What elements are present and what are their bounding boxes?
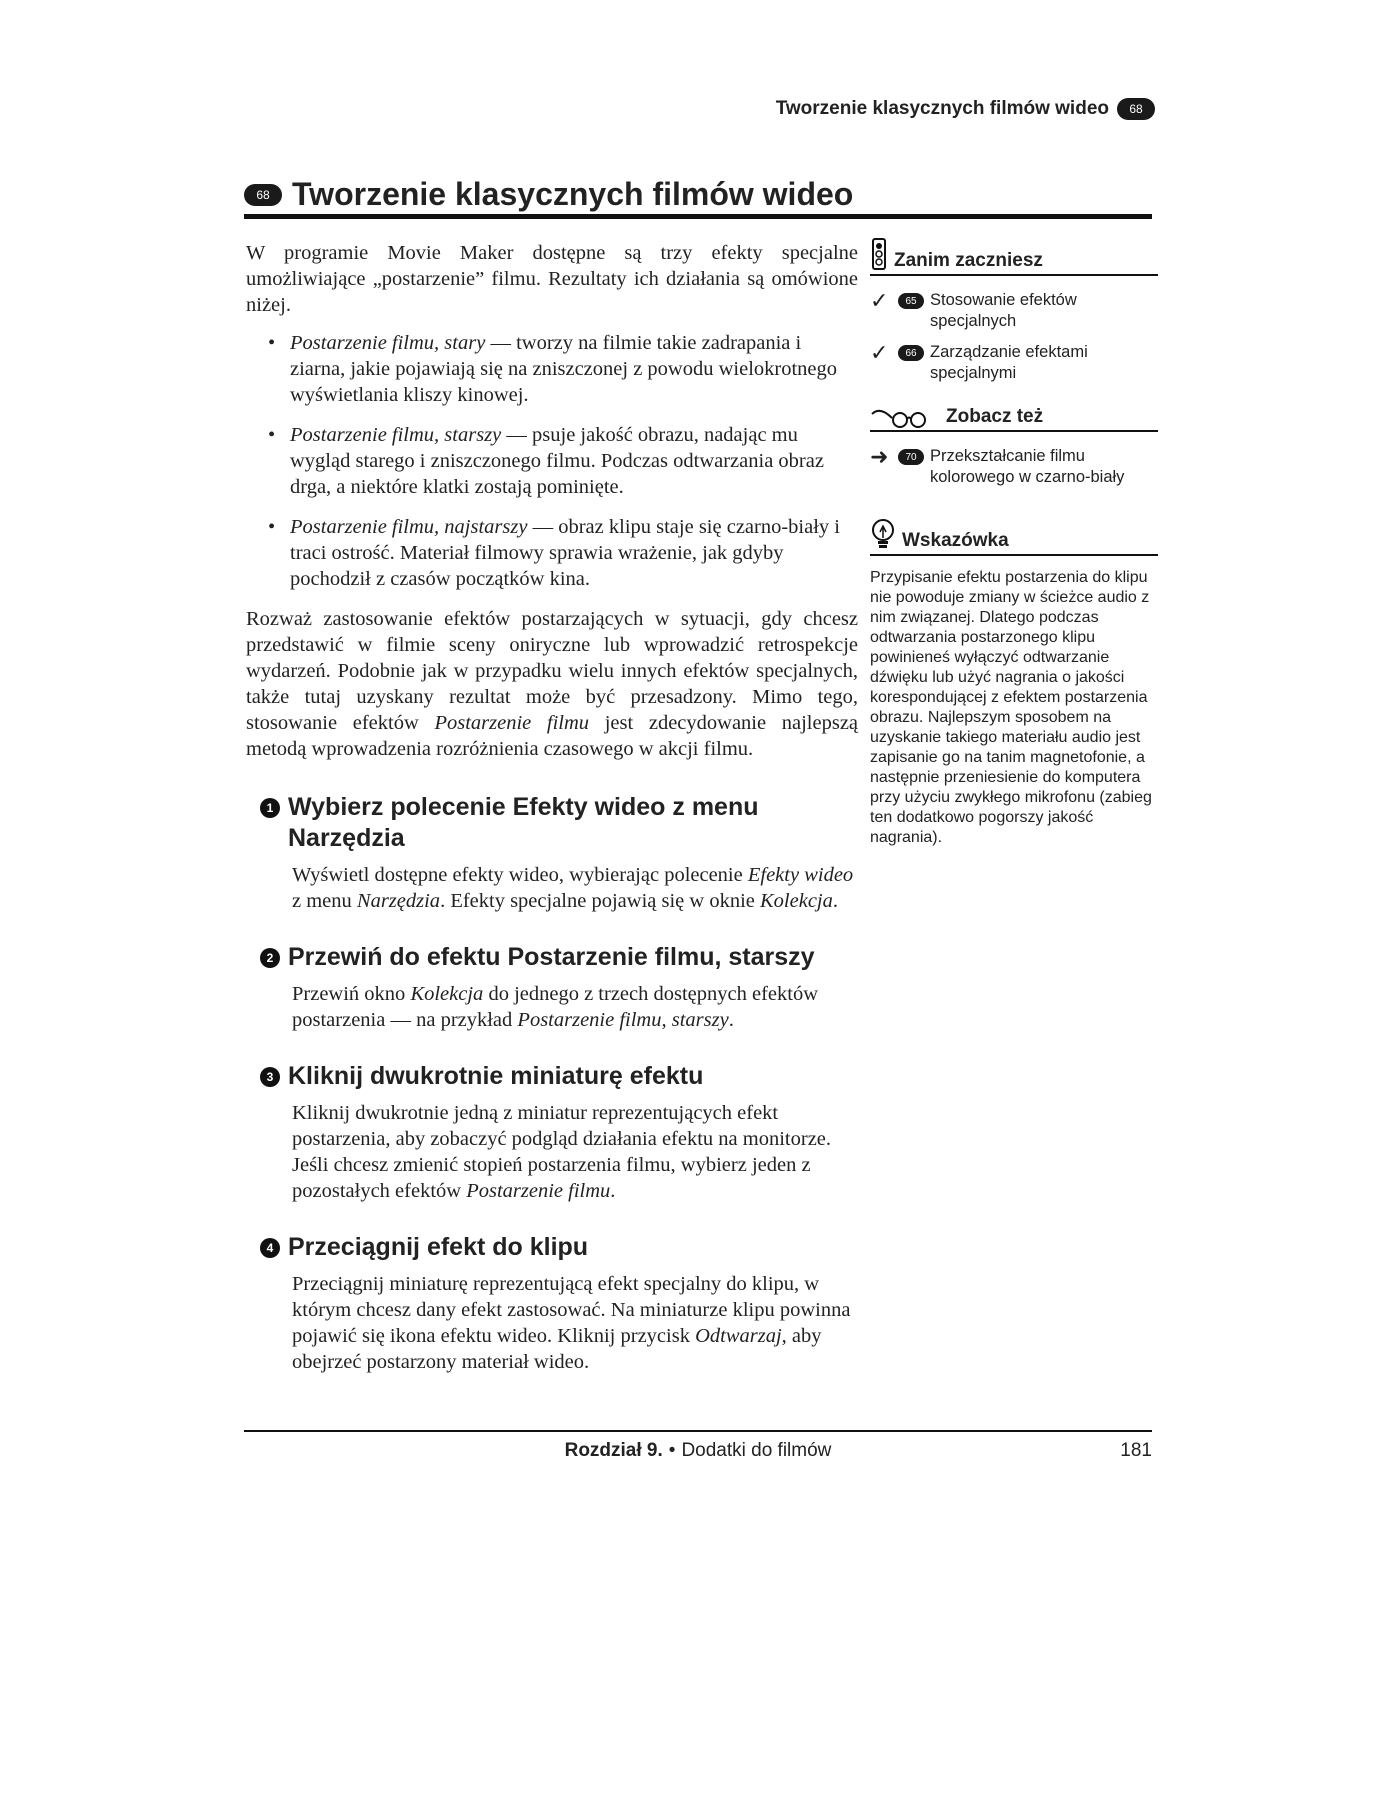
footer-rule: [244, 1430, 1152, 1432]
check-icon: ✓: [870, 288, 889, 313]
footer: [244, 1440, 1152, 1462]
list-item[interactable]: [870, 446, 1158, 488]
step-text: .: [832, 890, 838, 912]
step-body: [292, 981, 858, 1033]
step-text: Wyświetl dostępne efekty wideo, wybierając polecenie: [292, 864, 748, 886]
usage-text-before: Rozważ zastosowanie efektów postarzających w sytuacji, gdy chcesz przedstawić w filmie sceny oniryczne lub wprowadzić retrospekcje wydarzeń. Podobnie jak w przypadku wielu innych efektów specjalnych, także tutaj uzyskany rezultat może być przesadzony. Mimo tego, stosowanie efektów: [246, 608, 858, 734]
step-term: Odtwarzaj: [695, 1325, 782, 1347]
step-number-icon: 4: [260, 1238, 280, 1258]
lightbulb-icon: [870, 518, 896, 552]
step-term: Kolekcja: [760, 890, 833, 912]
running-head: [776, 98, 1155, 120]
sidebar: [870, 238, 1158, 848]
step-text: .: [728, 1009, 734, 1031]
step-term: Narzędzia: [356, 890, 441, 912]
step-1: [246, 792, 858, 914]
bullet-term: Postarzenie filmu, starszy: [290, 424, 502, 446]
step-text: Przewiń okno: [292, 983, 411, 1005]
check-icon: ✓: [870, 340, 889, 365]
bullet-icon: •: [268, 424, 276, 446]
step-term: Postarzenie filmu, starszy: [517, 1009, 729, 1031]
task-link: Zarządzanie efektami specjalnymi: [930, 343, 1088, 382]
bullet-text: — tworzy na filmie takie zadrapania i ziarna, jakie pojawiają się na zniszczonej z powodu wielokrotnego wyświetlania kliszy kinowej.: [290, 332, 838, 406]
step-body: [292, 1100, 858, 1204]
section-heading: [244, 176, 1152, 213]
step-term: Kolekcja: [410, 983, 484, 1005]
step-text: Przeciągnij miniaturę reprezentującą efekt specjalny do klipu, w którym chcesz dany efekt zastosować. Na miniaturze klipu powinna pojawić się ikona efektu wideo. Kliknij przycisk: [292, 1273, 851, 1347]
box-title: Wskazówka: [902, 530, 1009, 551]
bullet-icon: •: [268, 516, 276, 538]
list-item[interactable]: [870, 342, 1158, 384]
bullet-term: Postarzenie filmu, najstarszy: [290, 516, 528, 538]
step-number-icon: 1: [260, 798, 280, 818]
see-also-box: [870, 406, 1158, 488]
task-link: Stosowanie efektów specjalnych: [930, 291, 1077, 330]
step-body: [292, 1271, 858, 1375]
tip-text: Przypisanie efektu postarzenia do klipu nie powoduje zmiany w ścieżce audio z nim związanej. Dlatego podczas odtwarzania postarzonego klipu powinieneś wyłączyć odtwarzanie dźwięku lub użyć nagrania o jakości korespondującej z efektem postarzenia obrazu. Najlepszym sposobem na uzyskanie takiego materiału audio jest zapisanie go na tanim magnetofonie, a następnie przeniesienie do komputera przy użyciu zwykłego mikrofonu (zabieg ten dodatkowo pogorszy jakość nagrania).: [870, 569, 1152, 846]
list-item: [266, 514, 858, 592]
step-number-icon: 3: [260, 1067, 280, 1087]
running-head-title: Tworzenie klasycznych filmów wideo: [775, 98, 1109, 119]
bullet-text: — obraz klipu staje się czarno-biały i traci ostrość. Materiał filmowy sprawia wrażenie, jak gdyby pochodził z czasów początków kina.: [290, 516, 840, 590]
running-head-badge: 68: [1117, 98, 1155, 120]
arrow-right-icon: ➜: [870, 444, 889, 469]
step-term: Postarzenie filmu: [466, 1180, 611, 1202]
step-body: [292, 862, 858, 914]
usage-term: Postarzenie filmu: [434, 712, 590, 734]
step-3: [246, 1061, 858, 1204]
bullet-text: — psuje jakość obrazu, nadając mu wygląd starego i zniszczonego filmu. Podczas odtwarzania obraz drga, a niektóre klatki zostają pominięte.: [290, 424, 824, 498]
step-4: [246, 1232, 858, 1375]
page-number: 181: [1120, 1440, 1152, 1461]
step-title: Kliknij dwukrotnie miniaturę efektu: [288, 1062, 704, 1090]
usage-text-after: jest zdecydowanie najlepszą metodą wprowadzenia rozróżnienia czasowego w akcji filmu.: [246, 712, 859, 760]
step-text: z menu: [292, 890, 357, 912]
traffic-light-icon: [870, 238, 888, 272]
page-title: Tworzenie klasycznych filmów wideo: [292, 176, 854, 212]
chapter-label: Rozdział 9.: [564, 1440, 663, 1461]
task-badge: 70: [898, 449, 924, 465]
step-2: [246, 942, 858, 1033]
chapter-title: Dodatki do filmów: [681, 1440, 832, 1461]
step-title: Przewiń do efektu Postarzenie filmu, starszy: [288, 943, 815, 971]
list-item: [266, 330, 858, 408]
tip-box: [870, 518, 1158, 848]
step-title: Przeciągnij efekt do klipu: [288, 1233, 589, 1261]
glasses-icon: [870, 406, 940, 428]
step-text: , aby obejrzeć postarzony materiał wideo.: [292, 1325, 822, 1373]
task-badge: 66: [898, 345, 924, 361]
step-term: Efekty wideo: [747, 864, 854, 886]
section-badge: 68: [244, 184, 282, 206]
title-rule: [244, 214, 1152, 219]
bullet-icon: •: [268, 332, 276, 354]
bullet-term: Postarzenie filmu, stary: [290, 332, 486, 354]
step-text: . Efekty specjalne pojawią się w oknie: [440, 890, 760, 912]
effect-list: [266, 330, 858, 592]
intro-paragraph: W programie Movie Maker dostępne są trzy efekty specjalne umożliwiające „postarzenie” filmu. Rezultaty ich działania są omówione niżej.: [246, 242, 858, 316]
step-text: .: [610, 1180, 616, 1202]
list-item: [266, 422, 858, 500]
main-column: [246, 240, 858, 1375]
step-title: Wybierz polecenie Efekty wideo z menu Narzędzia: [288, 793, 759, 852]
list-item[interactable]: [870, 290, 1158, 332]
box-title: Zobacz też: [946, 406, 1044, 427]
step-text: Kliknij dwukrotnie jedną z miniatur reprezentujących efekt postarzenia, aby zobaczyć podgląd działania efektu na monitorze. Jeśli chcesz zmienić stopień postarzenia filmu, wybierz jeden z pozostałych efektów: [292, 1102, 832, 1202]
before-you-begin-box: [870, 238, 1158, 384]
usage-paragraph: [246, 606, 858, 762]
task-link: Przekształcanie filmu kolorowego w czarno-biały: [930, 447, 1125, 486]
step-number-icon: 2: [260, 948, 280, 968]
footer-separator: •: [668, 1440, 676, 1461]
box-title: Zanim zaczniesz: [894, 250, 1043, 271]
task-badge: 65: [898, 293, 924, 309]
step-text: do jednego z trzech dostępnych efektów postarzenia — na przykład: [292, 983, 819, 1031]
